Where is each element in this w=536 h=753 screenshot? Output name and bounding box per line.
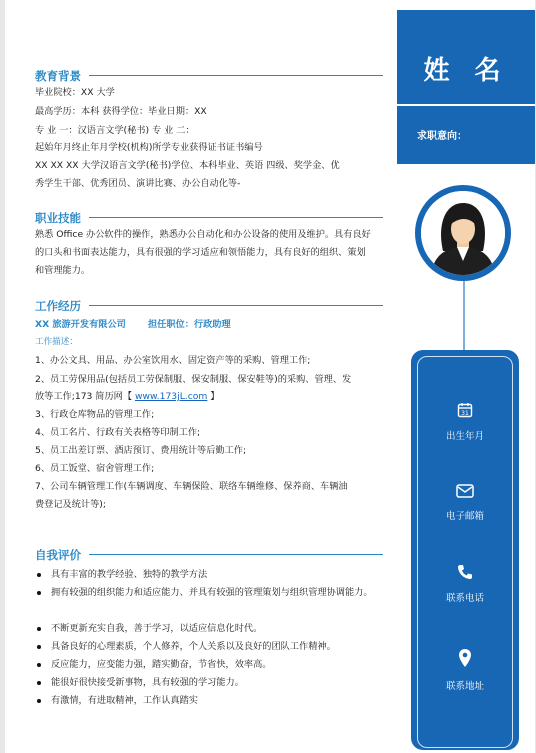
self-eval-item: 具有丰富的教学经验、独特的教学方法 [35, 566, 375, 584]
work-divider [89, 305, 383, 306]
company-name: XX 旅游开发有限公司 [35, 319, 126, 330]
bullet-dot [37, 573, 41, 577]
bracket-close: 】 [210, 391, 220, 402]
self-eval-item: 具备良好的心理素质，个人修养，个人关系以及良好的团队工作精神。 [35, 638, 375, 656]
address-item [411, 648, 519, 693]
work-item: 5、员工出差订票、酒店预订、费用统计等后勤工作; [35, 445, 247, 456]
work-item: 2、员工劳保用品(包括员工劳保制服、保安制服、保安鞋等)的采购、管理、发 [35, 374, 352, 385]
education-line: 最高学历：本科 获得学位：毕业日期：XX [35, 106, 207, 117]
contact-panel [411, 350, 519, 750]
work-item: 4、员工名片、行政有关表格等印制工作; [35, 427, 201, 438]
skills-text: 熟悉 Office 办公软件的操作，熟悉办公自动化和办公设备的使用及维护。具有良好的口头和书面表达能力，具有很强的学习适应和领悟能力，具有良好的组织、策划和管理能力。 [35, 229, 371, 276]
avatar-illustration-icon [421, 191, 505, 275]
work-item: 费登记及统计等); [35, 499, 106, 510]
avatar-photo [421, 191, 505, 275]
skills-divider [89, 217, 383, 218]
email-item [411, 484, 519, 523]
education-line: 秀学生干部、优秀团员、演讲比赛、办公自动化等- [35, 178, 241, 189]
phone-label: 联系电话 [445, 593, 484, 604]
site-link[interactable]: www.173jL.com [134, 391, 208, 402]
resume-page [5, 0, 535, 753]
work-item: 1、办公文具、用品、办公室饮用水、固定资产等的采购、管理工作; [35, 355, 311, 366]
bullet-dot [37, 663, 41, 667]
svg-text:31: 31 [461, 410, 469, 417]
education-title: 教育背景 [35, 69, 81, 83]
email-label: 电子邮箱 [445, 511, 484, 522]
address-label: 联系地址 [445, 681, 484, 692]
self-eval-item: 能很好很快接受新事物，具有较强的学习能力。 [35, 674, 375, 692]
phone-icon [457, 564, 473, 580]
self-eval-divider [89, 554, 383, 555]
self-eval-item: 拥有较强的组织能力和适应能力、并具有较强的管理策划与组织管理协调能力。 [35, 584, 375, 602]
education-divider [89, 75, 383, 76]
job-position: 担任职位：行政助理 [148, 319, 231, 330]
education-line: 毕业院校：XX 大学 [35, 87, 115, 98]
name-block [397, 10, 535, 104]
self-eval-item: 反应能力，应变能力强，踏实勤奋，节省快，效率高。 [35, 656, 375, 674]
self-eval-title: 自我评价 [35, 548, 81, 562]
self-eval-item: 不断更新充实自我，善于学习，以适应信息化时代。 [35, 620, 375, 638]
avatar [415, 185, 511, 281]
work-desc-label: 工作描述： [35, 337, 78, 347]
mail-icon [456, 484, 474, 498]
education-line: 专 业 一：汉语言文学(秘书) 专 业 二： [35, 125, 195, 136]
calendar-icon [457, 402, 473, 418]
education-line: XX XX XX 大学汉语言文学(秘书)学位、本科毕业、英语 四级、奖学金、优 [35, 160, 340, 171]
bullet-dot [37, 681, 41, 685]
side-column [397, 0, 535, 753]
phone-item [411, 564, 519, 605]
education-line: 起始年月终止年月学校(机构)所学专业获得证书证书编号 [35, 142, 263, 153]
work-item-with-link [35, 390, 219, 403]
bullet-dot [37, 699, 41, 703]
self-eval-item: 有激情，有进取精神，工作认真踏实 [35, 692, 375, 710]
skills-title: 职业技能 [35, 211, 81, 225]
work-item: 6、员工饭堂、宿舍管理工作; [35, 463, 155, 474]
birth-label: 出生年月 [445, 431, 484, 442]
work-item: 3、行政仓库物品的管理工作; [35, 409, 155, 420]
main-column [5, 0, 397, 753]
bullet-dot [37, 627, 41, 631]
location-icon [458, 648, 472, 668]
timeline-connector [463, 281, 465, 351]
work-item: 7、公司车辆管理工作(车辆调度、车辆保险、联络车辆维修、保养商、车辆油 [35, 481, 348, 492]
intent-label: 求职意向： [417, 131, 467, 142]
work-title: 工作经历 [35, 299, 81, 313]
bullet-dot [37, 645, 41, 649]
bullet-dot [37, 591, 41, 595]
work-item-text: 放等工作;173 简历网【 [35, 391, 133, 402]
name-text: 姓 名 [423, 56, 509, 86]
birth-item [411, 402, 519, 443]
intent-block [397, 106, 535, 164]
